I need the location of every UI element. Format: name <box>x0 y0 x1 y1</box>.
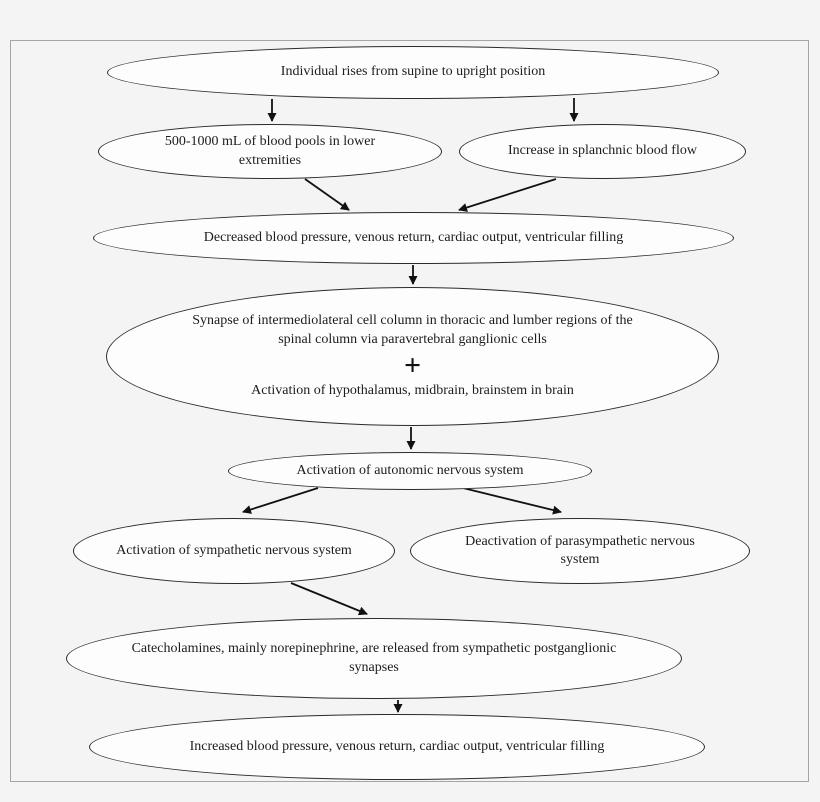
node-pool-label: 500-1000 mL of blood pools in lower extremities <box>164 134 376 168</box>
node-synapse-and-brain-activation <box>106 287 719 426</box>
node-rise-supine-upright <box>107 46 719 99</box>
synapse-node-content <box>182 312 644 401</box>
node-increased-label: Increased blood pressure, venous return, cardiac output, ventricular filling <box>189 738 605 754</box>
node-parasympathetic-label: Deactivation of parasympathetic nervous system <box>465 533 695 567</box>
node-splanchnic-label: Increase in splanchnic blood flow <box>508 143 697 159</box>
node-splanchnic-blood-flow <box>459 124 746 179</box>
node-autonomic-label: Activation of autonomic nervous system <box>296 462 524 478</box>
synapse-line1-label: Synapse of intermediolateral cell column in thoracic and lumber regions of the spinal column via paravertebral ganglionic cells <box>192 313 633 347</box>
node-catecholamines-label: Catecholamines, mainly norepinephrine, are released from sympathetic postganglionic synapses <box>131 641 617 675</box>
node-parasympathetic-deactivation <box>410 518 750 584</box>
node-decreased-blood-pressure <box>93 212 734 264</box>
node-catecholamines-release <box>66 618 682 699</box>
synapse-line2-label: Activation of hypothalamus, midbrain, brainstem in brain <box>251 383 574 399</box>
node-sympathetic-activation <box>73 518 395 584</box>
node-decreased-label: Decreased blood pressure, venous return, cardiac output, ventricular filling <box>203 229 624 245</box>
node-increased-blood-pressure <box>89 714 705 780</box>
node-sympathetic-label: Activation of sympathetic nervous system <box>116 542 352 558</box>
node-rise-label: Individual rises from supine to upright position <box>280 64 546 80</box>
node-autonomic-nervous-system <box>228 452 592 490</box>
plus-icon: + <box>403 348 422 382</box>
node-blood-pools-lower-extremities <box>98 124 442 179</box>
